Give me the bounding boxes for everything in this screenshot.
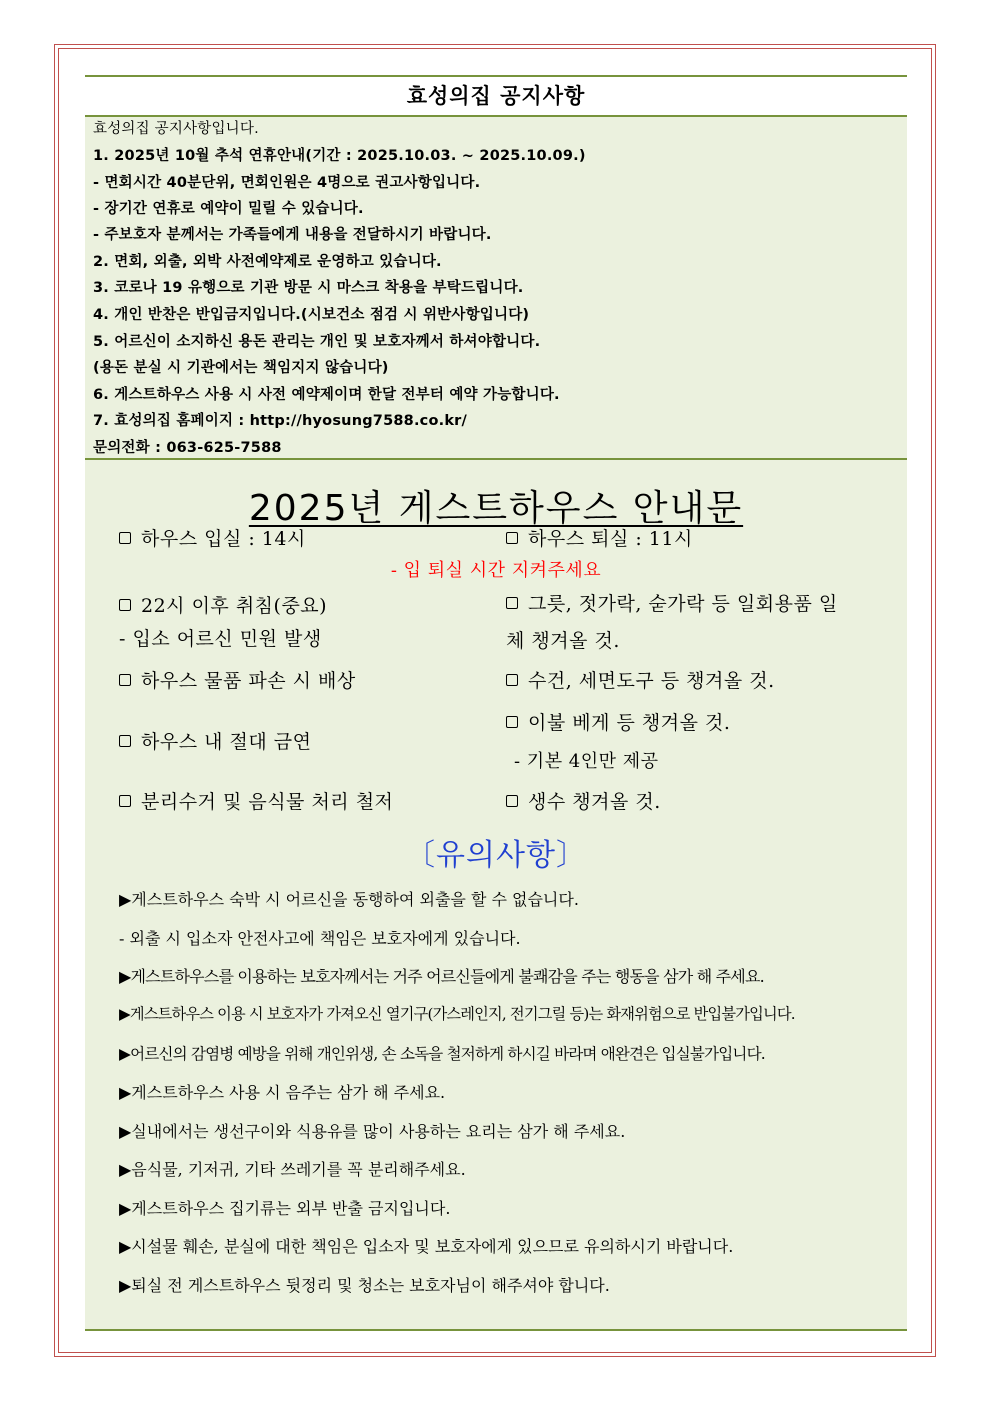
caution-item: ▶시설물 훼손, 분실에 대한 책임은 입소자 및 보호자에게 있으므로 유의하시기 바랍니다.: [119, 1237, 734, 1256]
notice-title: 효성의집 공지사항: [406, 84, 586, 108]
rule-item: [119, 591, 327, 618]
notice-line: 문의전화 : 063-625-7588: [93, 440, 282, 456]
rule-item: [119, 666, 356, 693]
notice-line: - 장기간 연휴로 예약이 밀릴 수 있습니다.: [93, 201, 364, 217]
caution-item: - 외출 시 입소자 안전사고에 책임은 보호자에게 있습니다.: [119, 929, 521, 948]
checkbox-icon: [119, 599, 131, 611]
rule-item: [119, 787, 393, 814]
rule-sub: - 입소 어르신 민원 발생: [119, 628, 322, 650]
caution-title: 〔유의사항〕: [405, 838, 587, 873]
caution-item: ▶게스트하우스 이용 시 보호자가 가져오신 열기구(가스레인지, 전기그릴 등)는 화재위험으로 반입불가입니다.: [119, 1005, 795, 1023]
checkin-label: 하우스 입실 : 14시: [141, 528, 306, 550]
rule-label: 그릇, 젓가락, 숟가락 등 일회용품 일: [528, 593, 838, 615]
checkbox-icon: [506, 795, 518, 807]
checkin-item: [119, 524, 306, 551]
rule-label: 하우스 내 절대 금연: [141, 731, 312, 753]
notice-section: [85, 117, 907, 460]
rule-label: 수건, 세면도구 등 챙겨올 것.: [528, 670, 775, 692]
rule-sub: - 기본 4인만 제공: [514, 751, 659, 772]
checkbox-icon: [506, 716, 518, 728]
guesthouse-title: 2025년 게스트하우스 안내문: [248, 488, 744, 529]
checkout-label: 하우스 퇴실 : 11시: [528, 528, 693, 550]
rule-item: [506, 589, 838, 616]
rule-item: [506, 787, 661, 814]
rule-label: 하우스 물품 파손 시 배상: [141, 670, 356, 692]
caution-item: ▶퇴실 전 게스트하우스 뒷정리 및 청소는 보호자님이 해주셔야 합니다.: [119, 1276, 610, 1295]
caution-item: ▶어르신의 감염병 예방을 위해 개인위생, 손 소독을 철저하게 하시길 바라며 애완견은 입실불가입니다.: [119, 1045, 765, 1063]
rule-label: 분리수거 및 음식물 처리 철저: [141, 791, 394, 813]
time-note: - 입 퇴실 시간 지켜주세요: [390, 560, 602, 581]
rule-label: 생수 챙겨올 것.: [528, 791, 661, 813]
checkbox-icon: [119, 674, 131, 686]
guesthouse-section: [85, 460, 907, 1331]
notice-line: 7. 효성의집 홈페이지 : http://hyosung7588.co.kr/: [93, 413, 468, 429]
checkbox-icon: [119, 735, 131, 747]
rule-item: [506, 666, 775, 693]
notice-line: 4. 개인 반찬은 반입금지입니다.(시보건소 점검 시 위반사항입니다): [93, 307, 530, 323]
checkbox-icon: [119, 532, 131, 544]
caution-item: ▶게스트하우스를 이용하는 보호자께서는 거주 어르신들에게 불쾌감을 주는 행동을 삼가 해 주세요.: [119, 967, 764, 986]
rule-label: 22시 이후 취침(중요): [141, 595, 328, 617]
notice-line: 5. 어르신이 소지하신 용돈 관리는 개인 및 보호자께서 하셔야합니다.: [93, 334, 541, 350]
caution-item: ▶게스트하우스 집기류는 외부 반출 금지입니다.: [119, 1199, 451, 1218]
rule-item: [506, 708, 730, 735]
notice-line: 효성의집 공지사항입니다.: [93, 121, 259, 137]
checkbox-icon: [506, 532, 518, 544]
notice-title-bar: [85, 75, 907, 117]
caution-item: ▶실내에서는 생선구이와 식용유를 많이 사용하는 요리는 삼가 해 주세요.: [119, 1122, 626, 1141]
caution-item: ▶게스트하우스 사용 시 음주는 삼가 해 주세요.: [119, 1083, 446, 1102]
checkbox-icon: [506, 597, 518, 609]
checkout-item: [506, 524, 693, 551]
rule-item: [119, 727, 311, 754]
checkbox-icon: [119, 795, 131, 807]
notice-line: (용돈 분실 시 기관에서는 책임지지 않습니다): [93, 360, 389, 376]
notice-line: 6. 게스트하우스 사용 시 사전 예약제이며 한달 전부터 예약 가능합니다.: [93, 387, 560, 403]
caution-item: ▶음식물, 기저귀, 기타 쓰레기를 꼭 분리해주세요.: [119, 1160, 466, 1179]
notice-line: 3. 코로나 19 유행으로 기관 방문 시 마스크 착용을 부탁드립니다.: [93, 280, 524, 296]
caution-item: ▶게스트하우스 숙박 시 어르신을 동행하여 외출을 할 수 없습니다.: [119, 890, 579, 909]
checkbox-icon: [506, 674, 518, 686]
notice-line: 2. 면회, 외출, 외박 사전예약제로 운영하고 있습니다.: [93, 254, 442, 270]
notice-line: 1. 2025년 10월 추석 연휴안내(기간 : 2025.10.03. ~ 2025.10.09.): [93, 148, 586, 164]
notice-line: - 면회시간 40분단위, 면회인원은 4명으로 권고사항입니다.: [93, 175, 481, 191]
rule-sub: 체 챙겨올 것.: [506, 630, 620, 652]
notice-line: - 주보호자 분께서는 가족들에게 내용을 전달하시기 바랍니다.: [93, 227, 492, 243]
rule-label: 이불 베게 등 챙겨올 것.: [528, 712, 731, 734]
